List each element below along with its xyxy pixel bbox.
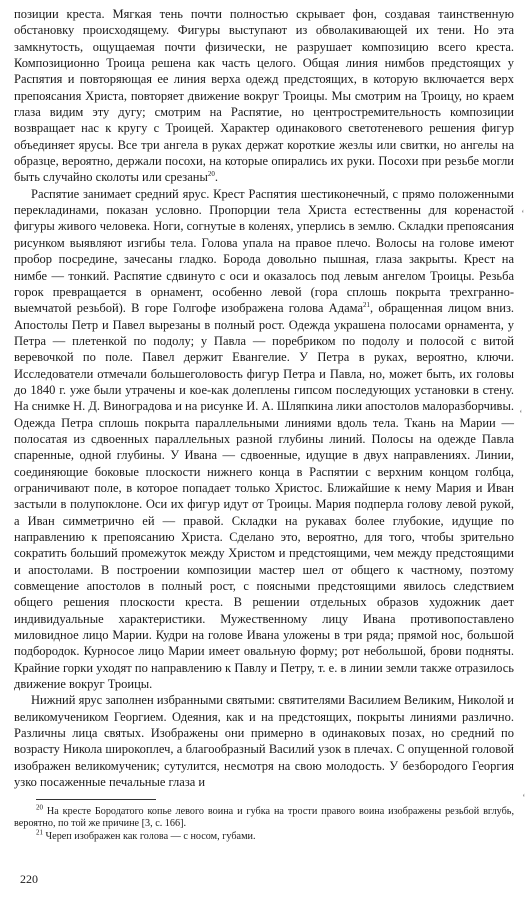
page-body (14, 6, 514, 843)
footnote-divider (36, 799, 156, 800)
footnote-ref-21[interactable]: 21 (363, 301, 370, 310)
paragraph-text-end: . (214, 170, 218, 185)
paragraph-text-cont: , обращенная лицом вниз. Апостолы Петр и Павел вырезаны в полный рост. Одежда украшена полосами орнамента, у Петра — плетенкой по подолу; у Павла — поребриком по подолу и полосой с витой веревочкой по поле. Павел держит Евангелие. У Петра в руках, вероятно, ключи. Исследователи отмечали большеголовость фигур Петра и Павла, но, может быть, их головы до 1840 г. уже были утрачены и кое-как долеплены гипсом последующих установки в стену. На снимке Н. Д. Виноградова и на рисунке И. А. Шляпкина лики апостолов малоразборчивы. Одежда Петра сплошь покрыта параллельными линиями вдоль тела. Ткань на Марии — полосатая из сдвоенных параллельных разной глубины линий. Полосы на одежде Павла спаренные, одной глубины. У Ивана — сдвоенные, идущие в двух направлениях. Линии, соединяющие боковые плоскости нижнего конца в Распятии с верхним концом голбца, ограничивают поле, в которое попадает только Христос. Ближайшие к нему Мария и Иван застыли в полупоклоне. Оси их фигур идут от Троицы. Мария подперла голову левой рукой, а Иван симметрично ей — правой. Складки на рукавах более глубокие, идущие по направлению к препоясанию Христа. Сделано это, вероятно, для того, чтобы зрительно сократить больший промежуток между Христом и предстоящими, чем между предстоящими и апостолами. В построении композиции мастер шел от общего к частному, поэтому совмещение апостолов в полный рост, с поясными предстоящими явилось следствием общего решения плоскости креста. В решении отдельных образов художник дает индивидуальные характеристики. Мужественному лицу Ивана противопоставлено миловидное лицо Марии. Кудри на голове Ивана уложены в три ряда; прямой нос, большой подбородок. Курносое лицо Марии имеет овальную форму; рот небольшой, брови подняты. Крайние горки уходят по направлению к Павлу и Петру, т. е. в линии земли также отразилось движение вокруг Троицы. (14, 301, 515, 692)
paragraph-text: Нижний ярус заполнен избранными святыми: святителями Василием Великим, Николой и великомучеником Георгием. Одеяния, как и на предстоящих, покрыты линиями различно. Различны лица святых. Изображены они примерно в одинаковых позах, но средний по возрасту Никола широкоплеч, а благообразный Василий узок в плечах. С опущенной головой изображен великомученик; сутулится, несмотря на свою молодость. У безбородого Георгия узко посаженные печальные глаза и (14, 693, 514, 790)
scan-speck-mark: ‘ (522, 792, 526, 804)
scan-speck-mark: ‘ (521, 208, 525, 220)
footnote-number: 21 (36, 828, 43, 837)
footnote-20 (14, 803, 515, 831)
paragraph-trinity (14, 6, 514, 186)
page-number: 220 (20, 872, 38, 886)
footnote-text: Череп изображен как голова — с носом, губами. (45, 830, 256, 842)
footnote-21 (14, 828, 514, 844)
paragraph-lower-tier (14, 692, 514, 790)
paragraph-text: позиции креста. Мягкая тень почти полностью скрывает фон, создавая таинственную обстановку происходящему. Фигуры выступают из обволакивающей их тени. Но эта замкнутость, ощущаемая почти физически, не разрушает композицию всего креста. Композиционно Троица решена как часть целого. Общая линия нимбов предстоящих у Распятия и повторяющая ее линия верха одежд предстоящих, в которую включается верх препоясания Христа, повторяет движение вокруг Троицы. Мы смотрим на Троицу, но краем глаза видим эту дугу; смотрим на Распятие, но центростремительность композиции возвращает нас к кругу с Троицей. Характер одинакового светотеневого решения фигур объединяет ярусы. Все три ангела в руках держат короткие жезлы или свитки, но ангелы на образце, вероятно, держали посохи, на которые опирались их руки. Посохи при резьбе могли быть случайно сколоты или срезаны (14, 7, 514, 185)
footnote-ref-20[interactable]: 20 (207, 170, 215, 179)
footnote-number: 20 (36, 803, 43, 812)
scan-speck-mark: ‘ (519, 408, 523, 420)
footnote-text: На кресте Бородатого копье левого воина и губка на трости правого воина изображены резьбой вглубь, вероятно, по той же причине [3, с. 166]. (14, 805, 515, 830)
paragraph-text: Распятие занимает средний ярус. Крест Распятия шестиконечный, с прямо положенными перекладинами, показан условно. Пропорции тела Христа естественны для коренастой фигуры живого человека. Ноги, согнутые в коленях, уперлись в землю. Складки препоясания рисунком выявляют изгибы тела. Голова упала на правое плечо. Волосы на голове имеют пробор посредине, зачесаны гладко. Борода довольно пышная, глаза закрыты. Крест на нимбе — тонкий. Распятие сдвинуто с оси и оказалось под левым ангелом Троицы. Резьба горок превращается в орнамент, особенно левой (гора сплошь покрыта трехгранно-выемчатой резьбой). В горе Голгофе изображена голова Адама (14, 186, 514, 316)
paragraph-crucifixion (14, 186, 514, 693)
